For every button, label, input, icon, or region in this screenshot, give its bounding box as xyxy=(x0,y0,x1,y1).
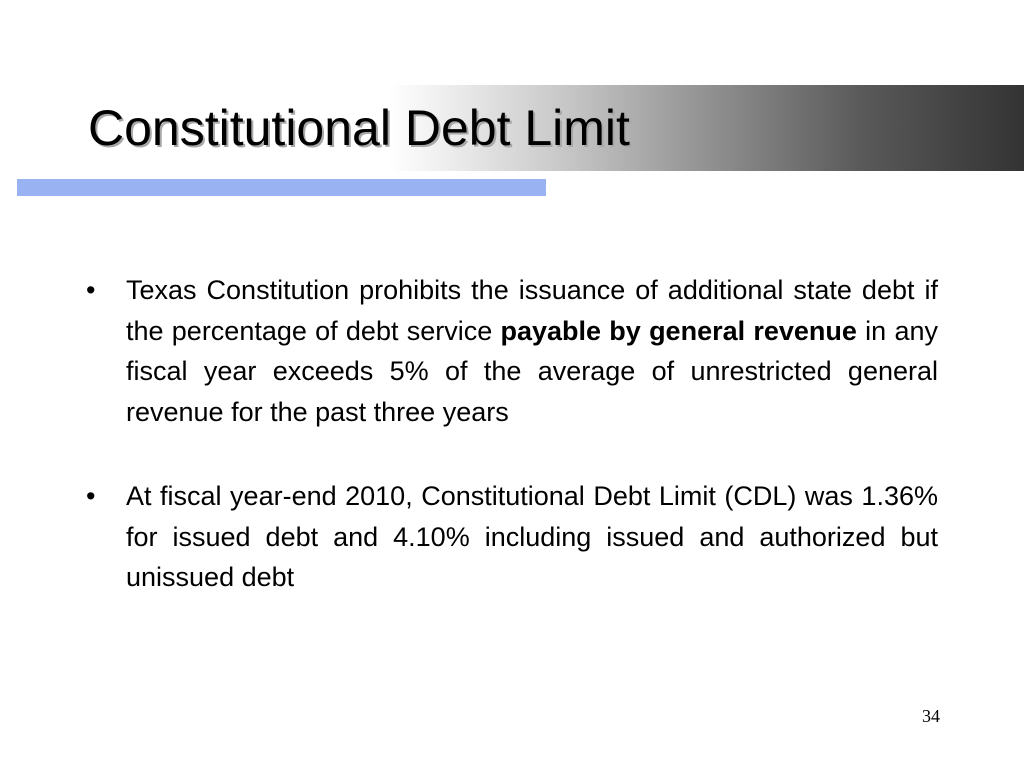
bullet-bold-text: payable by general revenue xyxy=(500,315,857,346)
slide-title: Constitutional Debt Limit xyxy=(88,100,630,156)
bullet-text: At fiscal year-end 2010, Constitutional Debt Limit (CDL) was 1.36% for issued debt and 4.10% including issued and authorized but unissued debt xyxy=(126,481,938,592)
bullet-dot-icon: • xyxy=(86,481,96,511)
bullet-item-cdl-2010 xyxy=(86,476,938,598)
title-accent-bar xyxy=(17,179,546,196)
bullet-text-part: in any fiscal year exceeds 5% of the average of unrestricted general revenue for the past three years xyxy=(126,315,938,427)
bullet-text-part: Texas Constitution prohibits the issuance of additional state debt if the percentage of debt service xyxy=(126,275,938,346)
bullet-list xyxy=(86,270,938,642)
bullet-dot-icon: • xyxy=(86,275,96,305)
page-number: 34 xyxy=(922,706,940,726)
bullet-item-debt-rule xyxy=(86,270,938,432)
